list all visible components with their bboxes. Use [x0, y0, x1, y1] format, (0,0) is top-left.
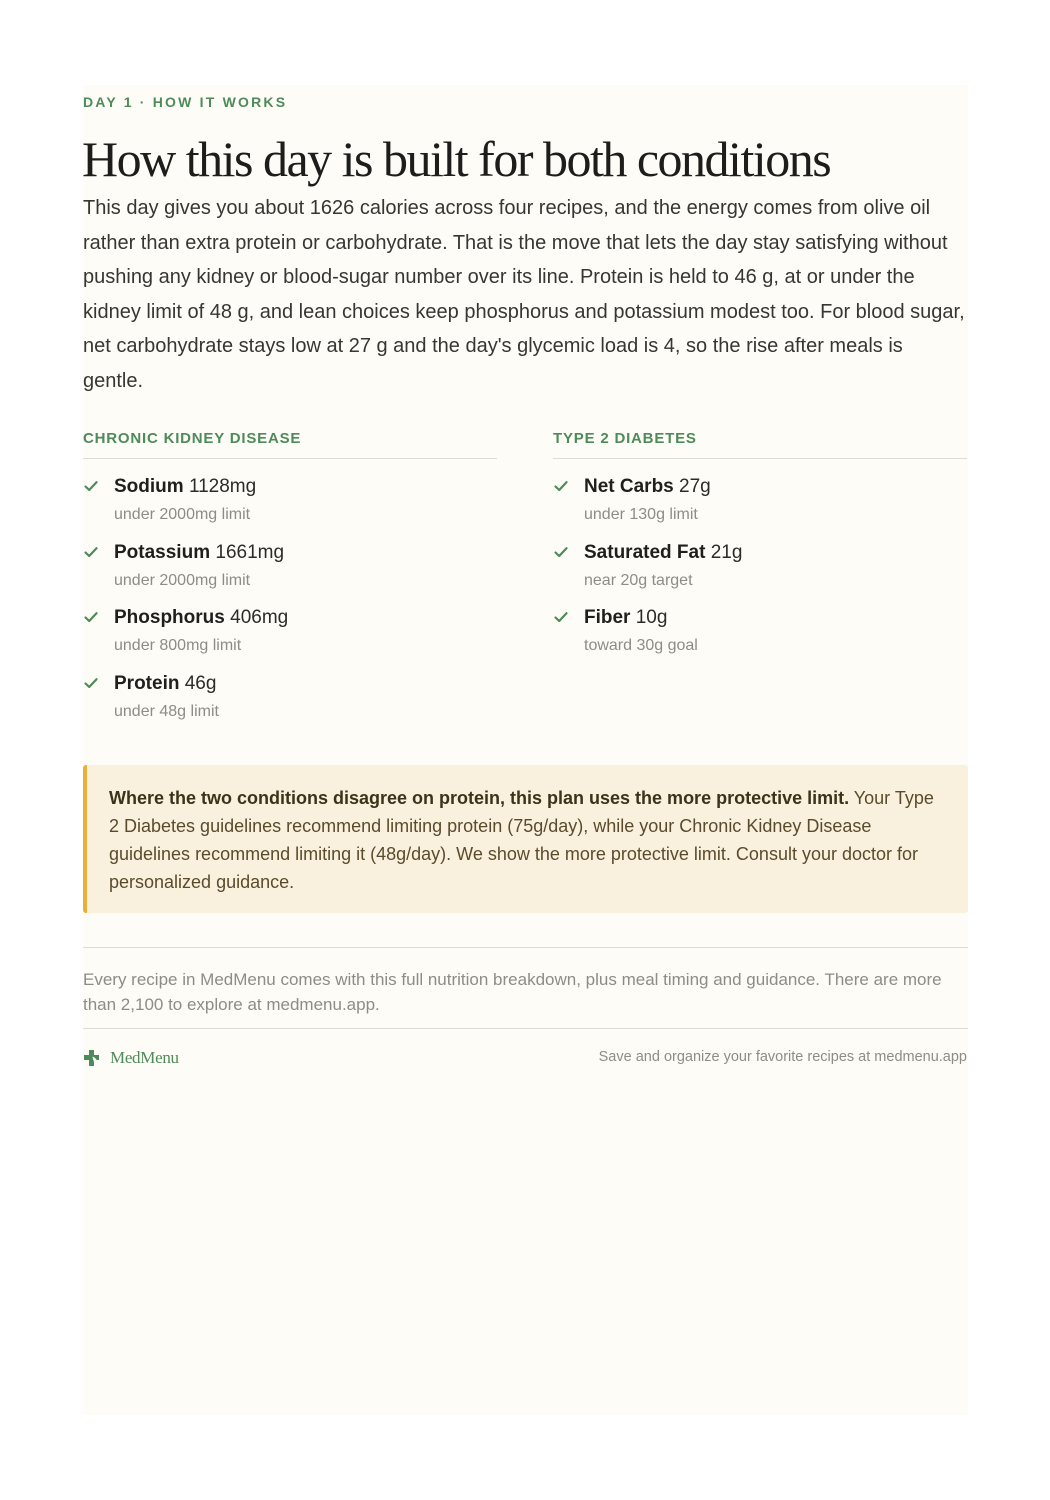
ckd-column	[83, 430, 497, 737]
check-icon	[83, 675, 99, 691]
item-note: under 2000mg limit	[114, 506, 251, 523]
t2d-item-fiber	[553, 605, 967, 671]
item-value: 21g	[710, 541, 743, 563]
item-value: 1128mg	[188, 476, 257, 497]
item-name: Phosphorus	[114, 607, 225, 629]
footer-divider-bottom	[83, 1028, 968, 1029]
check-icon	[553, 544, 569, 560]
item-note: under 2000mg limit	[114, 571, 251, 589]
t2d-item-net-carbs	[553, 474, 967, 540]
callout-headline: Where the two conditions disagree on protein, this plan uses the more protective limit.	[109, 788, 850, 808]
item-note: near 20g target	[584, 571, 693, 589]
ckd-item-protein	[83, 671, 497, 737]
eyebrow-label: DAY 1 · HOW IT WORKS	[83, 94, 288, 110]
page-title: How this day is built for both conditions	[82, 131, 831, 187]
footer-divider-top	[83, 947, 968, 948]
intro-paragraph: This day gives you about 1626 calories across four recipes, and the energy comes from olive oil rather than extra protein or carbohydrate. That is the move that lets the day stay satisfying without pushing any kidney or blood-sugar number over its line. Protein is held to 46 g, at or under the kidney limit of 48 g, and lean choices keep phosphorus and potassium modest too. For blood sugar, net carbohydrate stays low at 27 g and the day's glycemic load is 4, so the rise after meals is gentle.	[83, 197, 965, 392]
item-value: 46g	[184, 673, 217, 695]
item-value: 27g	[679, 476, 711, 497]
item-note: under 130g limit	[584, 506, 698, 523]
item-note: toward 30g goal	[584, 637, 698, 655]
item-name: Saturated Fat	[584, 541, 706, 563]
item-name: Net Carbs	[584, 476, 674, 497]
item-note: under 48g limit	[114, 703, 219, 721]
item-value: 1661mg	[215, 541, 285, 563]
item-name: Protein	[114, 673, 180, 695]
item-value: 10g	[635, 607, 668, 629]
brand-name: MedMenu	[110, 1048, 179, 1067]
check-icon	[83, 478, 99, 494]
footer-note: Every recipe in MedMenu comes with this full nutrition breakdown, plus meal timing and guidance. There are more than 2,100 to explore at medmenu.app.	[83, 970, 942, 1014]
footer-tagline: Save and organize your favorite recipes at medmenu.app	[598, 1049, 967, 1065]
brand	[83, 1047, 179, 1069]
t2d-heading: TYPE 2 DIABETES	[553, 430, 967, 459]
item-name: Fiber	[584, 607, 631, 629]
medmenu-logo-icon	[83, 1049, 101, 1067]
ckd-item-sodium	[83, 474, 497, 540]
ckd-item-potassium	[83, 540, 497, 606]
check-icon	[83, 609, 99, 625]
callout-text: Your Type 2 Diabetes guidelines recommend limiting protein (75g/day), while your Chronic Kidney Disease guidelines recommend limiting it (48g/day). We show the more protective limit. Consult your doctor for personalized guidance.	[109, 788, 934, 892]
t2d-column	[553, 430, 967, 671]
check-icon	[553, 609, 569, 625]
protein-conflict-callout	[83, 765, 968, 913]
item-value: 406mg	[230, 607, 289, 629]
ckd-heading: CHRONIC KIDNEY DISEASE	[83, 430, 497, 459]
item-name: Potassium	[114, 541, 211, 563]
check-icon	[83, 544, 99, 560]
item-name: Sodium	[114, 476, 184, 497]
check-icon	[553, 478, 569, 494]
item-note: under 800mg limit	[114, 637, 242, 655]
ckd-item-phosphorus	[83, 605, 497, 671]
t2d-item-saturated-fat	[553, 540, 967, 606]
